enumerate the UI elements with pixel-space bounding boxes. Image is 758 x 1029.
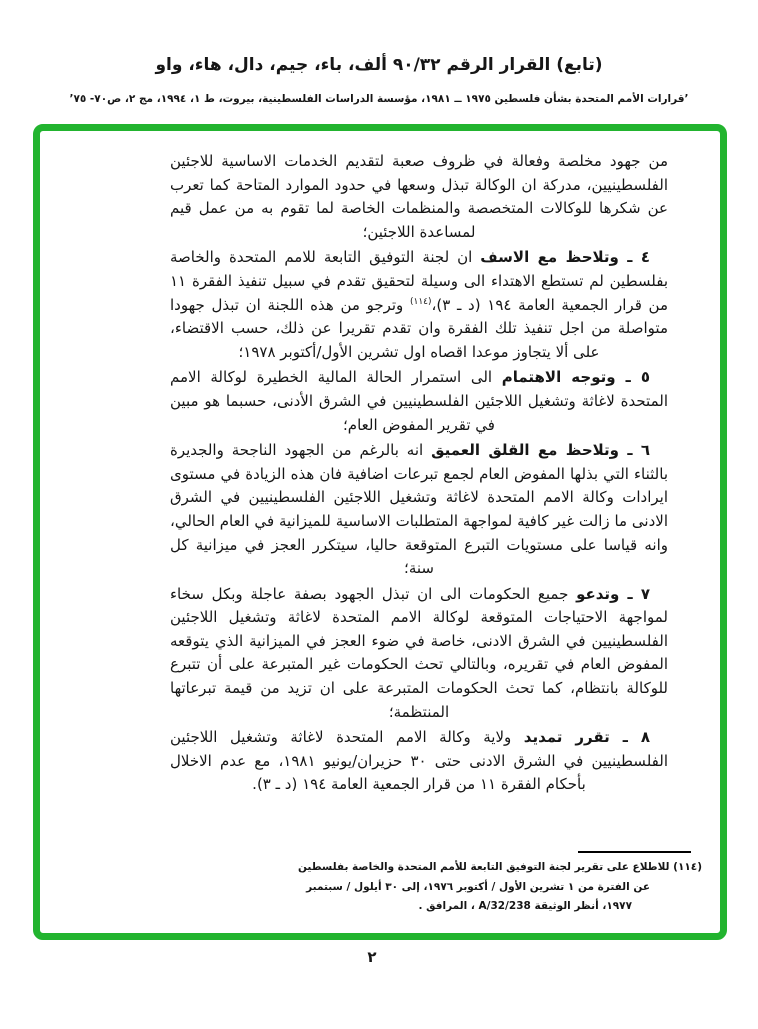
footnotes-section [278, 858, 702, 917]
resolution-paragraph-6 [170, 439, 668, 581]
paragraph-5-lead: ٥ ـ وتوجه الاهتمام [501, 368, 650, 387]
paragraph-6-text: انه بالرغم من الجهود الناجحة والجديرة بالثناء التي بذلها المفوض العام لجمع تبرعات اضافية فان هذه الزيادة في مستوى ايرادات وكالة الامم المتحدة لاغاثة وتشغيل اللاجئين الفلسطينيين في الشرق الادنى ما زالت غير كافية لمواجهة المتطلبات الاساسية للميزانية في العام الحالي، وانه قياسا على مستويات التبرع المتوقعة حاليا، سيتكرر العجز في ميزانية كل سنة؛ [170, 441, 668, 578]
page-number: ٢ [367, 948, 377, 966]
footnote-reference-114: (١١٤) [409, 296, 432, 307]
resolution-paragraph-8 [170, 726, 668, 797]
footnote-line: ١٩٧٧، أنظر الوثيقة A/32/238 ، المرافق . [418, 900, 632, 912]
paragraph-7-text: جميع الحكومات الى ان تبذل الجهود بصفة عاجلة وبكل سخاء لمواجهة الاحتياجات المتوقعة لوكالة الامم المتحدة لاغاثة وتشغيل اللاجئين الفلسطينيين في الشرق الادنى، خاصة في ضوء العجز في الميزانية الذي يتوقعه المفوض العام في تقريره، وبالتالي تحث الحكومات غير المتبرعة على أن تتبرع للوكالة بانتظام، كما تحث الحكومات المتبرعة على ان تزيد من قيمة تبرعاتها المنتظمة؛ [170, 584, 668, 721]
continuation-resolution-title: (تابع) القرار الرقم ٩٠/٣٢ ألف، باء، جيم، دال، هاء، واو [155, 55, 603, 75]
resolution-paragraph-5 [170, 366, 668, 437]
paragraph-4-lead: ٤ ـ وتلاحظ مع الاسف [480, 248, 650, 267]
source-citation: ’قرارات الأمم المتحدة بشأن فلسطين ١٩٧٥ ــ ١٩٨١، مؤسسة الدراسات الفلسطينية، بيروت، ط ١، ١٩٩٤، مج ٢، ص٧٠- ٧٥’ [69, 93, 689, 105]
paragraph-7-lead: ٧ ـ وتدعو [576, 584, 651, 603]
paragraph-4-text: ان لجنة التوفيق التابعة للامم المتحدة والخاصة بفلسطين لم تستطع الاهتداء الى وسيلة لتحقيق تقدم في سبيل تنفيذ الفقرة ١١ من قرار الجمعية العامة ١٩٤ (د ـ ٣)، [170, 248, 669, 314]
resolution-paragraph-4 [170, 246, 668, 364]
intro-paragraph: من جهود مخلصة وفعالة في ظروف صعبة لتقديم الخدمات الاساسية للاجئين الفلسطينيين، مدركة ان الوكالة تبذل وسعها في حدود الموارد المتاحة كما تعرب عن شكرها للوكالات المتخصصة والمنظمات الخاصة لما تقوم به من عمل قيم لمساعدة اللاجئين؛ [170, 152, 668, 241]
paragraph-6-lead: ٦ ـ وتلاحظ مع القلق العميق [431, 441, 650, 460]
paragraph-5-text: الى استمرار الحالة المالية الخطيرة لوكالة الامم المتحدة لاغاثة وتشغيل اللاجئين الفلسطينيين في الشرق الأدنى، حسبما هو مبين في تقرير المفوض العام؛ [170, 368, 668, 434]
footnote-line: (١١٤) للاطلاع على تقرير لجنة التوفيق التابعة للأمم المتحدة والخاصة بفلسطين [297, 861, 702, 873]
resolution-text-block [170, 150, 668, 799]
paragraph-4-text-continued: وترجو من هذه اللجنة ان تبذل جهودا متواصلة من اجل تنفيذ تلك الفقرة وان تقدم تقريرا عن ذلك، حسب الاقتضاء، على ألا يتجاوز موعدا اقصاه اول تشرين الأول/أكتوبر ١٩٧٨؛ [170, 295, 668, 361]
resolution-paragraph-7 [170, 583, 668, 725]
paragraph-8-lead: ٨ ـ تقرر تمديد [523, 728, 650, 747]
paragraph-8-text: ولاية وكالة الامم المتحدة لاغاثة وتشغيل اللاجئين الفلسطينيين في الشرق الادنى حتى ٣٠ حزيران/يونيو ١٩٨١، مع عدم الاخلال بأحكام الفقرة ١١ من قرار الجمعية العامة ١٩٤ (د ـ ٣). [170, 728, 668, 794]
footnote-line: عن الفترة من ١ تشرين الأول / أكتوبر ١٩٧٦، إلى ٣٠ أيلول / سبتمبر [306, 880, 650, 893]
footnote-separator-rule [578, 851, 691, 853]
